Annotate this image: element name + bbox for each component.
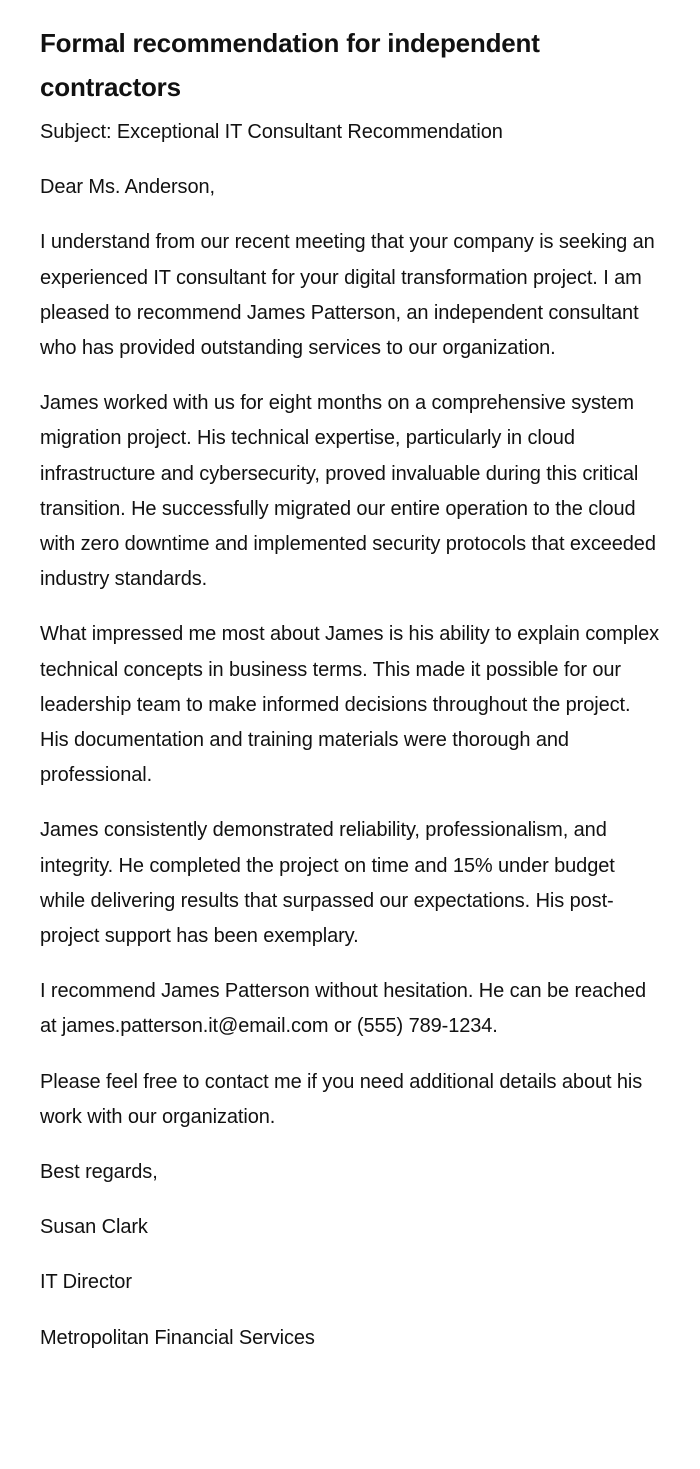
body-paragraph-project: James worked with us for eight months on a comprehensive system migration project. His technical expertise, particularly in cloud infrastructure and cybersecurity, proved invaluable during this critical transition. He successfully migrated our entire operation to the cloud with zero downtime and implemented security protocols that exceeded industry standards. [40, 392, 656, 591]
signature-company: Metropolitan Financial Services [40, 1326, 315, 1349]
body-paragraph-communication: What impressed me most about James is his ability to explain complex technical concepts in business terms. This made it possible for our leadership team to make informed decisions throughout the project. His documentation and training materials were thorough and professional. [40, 623, 660, 787]
body-paragraph-reliability: James consistently demonstrated reliability, professionalism, and integrity. He completed the project on time and 15% under budget while delivering results that surpassed our expectations. His post-project support has been exemplary. [40, 819, 615, 948]
salutation: Dear Ms. Anderson, [40, 176, 215, 199]
signature-name: Susan Clark [40, 1216, 148, 1239]
signature-position: IT Director [40, 1271, 132, 1294]
body-paragraph-contact-info: I recommend James Patterson without hesitation. He can be reached at james.patterson.it@email.com or (555) 789-1234. [40, 980, 647, 1038]
body-paragraph-intro: I understand from our recent meeting that your company is seeking an experienced IT consultant for your digital transformation project. I am pleased to recommend James Patterson, an independent consultant who has provided outstanding services to our organization. [40, 231, 655, 360]
closing-phrase: Best regards, [40, 1161, 158, 1184]
subject-line: Subject: Exceptional IT Consultant Recommendation [40, 121, 503, 143]
page-title: Formal recommendation for independent contractors [40, 28, 540, 102]
body-paragraph-closing-offer: Please feel free to contact me if you need additional details about his work with our organization. [40, 1070, 643, 1128]
